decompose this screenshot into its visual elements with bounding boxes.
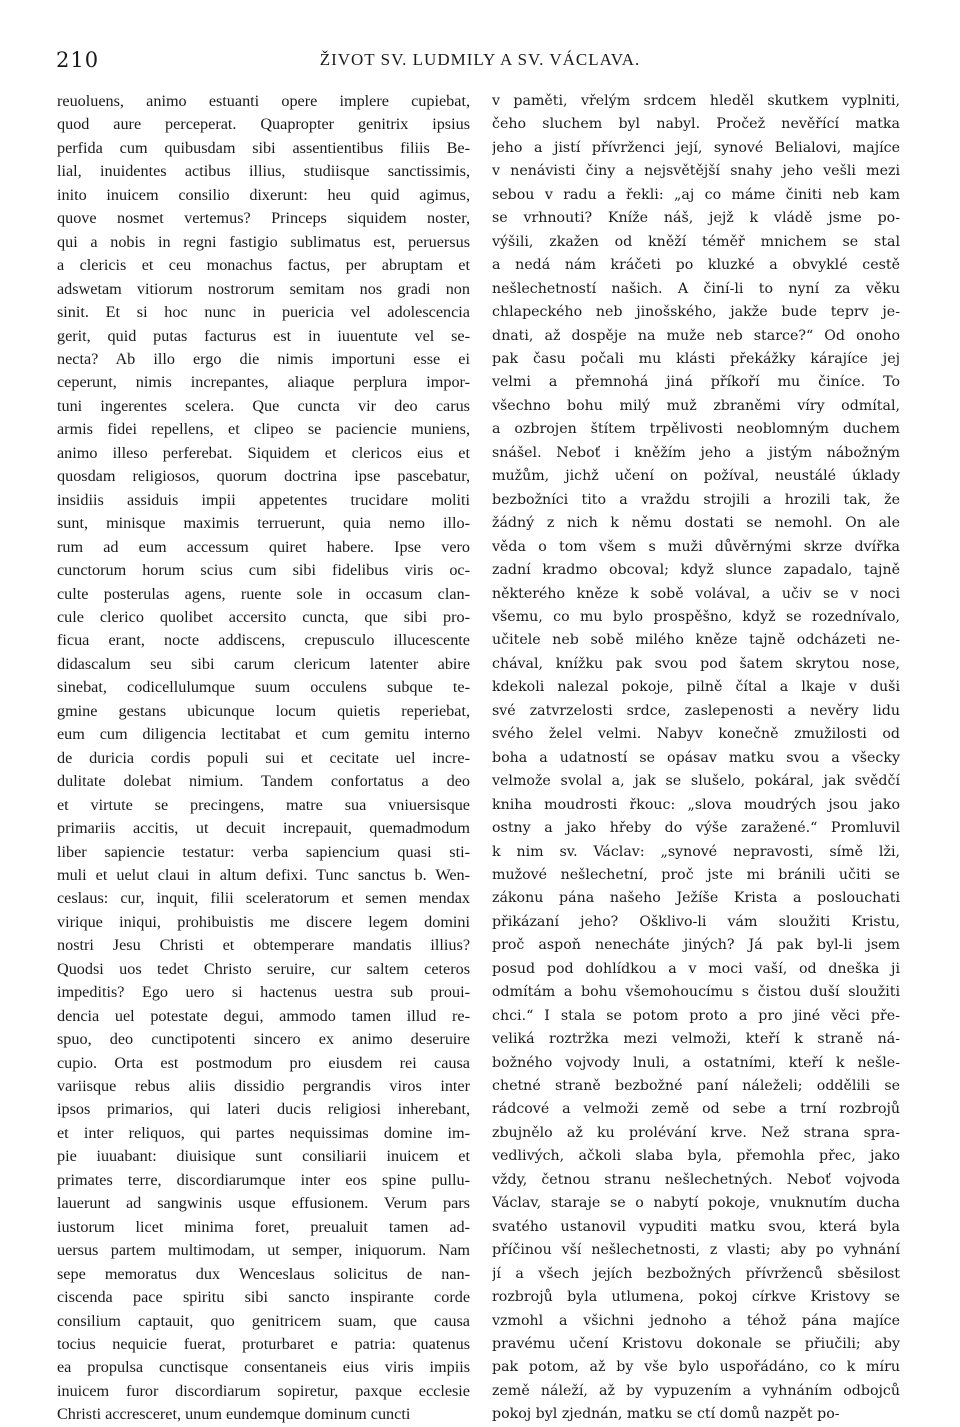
text-line: quove nosmet vertemus? Princeps siquidem noster, (57, 209, 470, 228)
text-line: kdekoli nalezal pokoje, pilně čítal a lkaje v duši (492, 679, 900, 696)
text-line: mužové nešlechetní, proč jste mi bránili učiti se (492, 866, 900, 883)
text-line: quosdam religiosos, quorum doctrina ipse pascebatur, (57, 467, 470, 486)
text-line: necta? Ab illo ergo die nimis importuni esse ei (57, 349, 470, 368)
text-line: sunt, minisque maximis terruerunt, quia nemo illo- (57, 514, 470, 533)
text-line: sinit. Et si hoc nunc in puericia vel adolescencia (57, 303, 470, 322)
text-line: ostny a jako hřeby do výše zaražené.“ Promluvil (492, 820, 900, 837)
text-line: muli et uelut claui in altum defixi. Tunc sanctus b. Wen- (57, 865, 470, 884)
text-line: iustorum licet minima foret, preualuit tamen ad- (57, 1217, 470, 1236)
text-line: adswetam vitiorum nostrorum semitam nos gradi non (57, 279, 470, 298)
text-line: cupio. Orta est postmodum pro eiusdem rei causa (57, 1053, 470, 1072)
text-line: veliká roztržka mezi velmoži, kteří k straně ná- (492, 1031, 900, 1048)
text-line: pravému učení Kristovu dokonale se přiučili; aby (492, 1336, 900, 1353)
text-line: své zatvrzelosti srdce, zaslepenosti a nevěry lidu (492, 702, 900, 719)
text-line: sinebat, codicellulumque suum occulens subque te- (57, 678, 470, 697)
text-line: chetné straně bezbožné paní náleželi; oddělili se (492, 1078, 900, 1095)
text-line: příčinou vší nešlechetnosti, z vlasti; aby po vyhnání (492, 1242, 900, 1259)
text-line: primariis accitis, ut decuit increpauit, quemadmodum (57, 819, 470, 838)
text-line: zadní kradmo obcoval; když slunce zapadalo, tajně (492, 562, 900, 579)
text-line: svého želel velmi. Nabyv konečně zmužilosti od (492, 726, 900, 743)
text-line: ceperunt, nimis increpantes, aliaque perplura impor- (57, 373, 470, 392)
text-line: jí a všech jejích bezbožných přívrženců sběsilost (492, 1265, 900, 1282)
page-number: 210 (56, 48, 100, 72)
text-line: rum ad eum accessum quiret habere. Ipse vero (57, 537, 470, 556)
text-line: rádcové a velmoži země od sebe a trní rozbrojů (492, 1101, 900, 1118)
text-line: jeho a jistí přívrženci její, synové Belialovi, majíce (492, 139, 900, 156)
text-line: k nim sv. Václav: „synové nepravosti, símě lži, (492, 843, 900, 860)
text-line: virique iniqui, prohibuistis me discere legem domini (57, 912, 470, 931)
text-line: některého kněze k sobě volával, a učiv se v noci (492, 585, 900, 602)
text-line: consilium captauit, quo genitricem suam, que causa (57, 1311, 470, 1330)
text-line: Christi accresceret, unum eundemque dominum cuncti (57, 1405, 411, 1424)
text-line: reuoluens, animo estuanti opere implere cupiebat, (57, 92, 470, 110)
text-line: všemu, co mu bylo prospěšno, když se rozednívalo, (492, 608, 900, 625)
text-line: vzmohl a všichni jednoho a téhož pána majíce (492, 1312, 900, 1329)
text-line: et virtute se precingens, matre sua vniuersisque (57, 795, 470, 814)
text-line: ipsos primarios, qui lateri ducis religiosi inherebant, (57, 1100, 470, 1119)
text-line: všechno bohu milý muž zbraněmi víry odmítal, (492, 397, 900, 414)
text-line: lial, inuidentes actibus illius, studiisque sanctissimis, (57, 162, 470, 181)
text-line: země náleží, až by vypuzením a vyhnáním odbojců (492, 1382, 900, 1399)
text-line: gerit, quid putas facturus est in iuuentute vel se- (57, 326, 470, 345)
text-line: lauerunt ad sangwinis usque effusionem. Verum pars (57, 1194, 470, 1213)
text-line: culte posterulas agens, ruente sole in occasum clan- (57, 584, 470, 603)
text-line: inuicem furor discordiarum sopiretur, paxque ecclesie (57, 1381, 470, 1400)
text-line: insidiis assiduis impii appetentes trucidare moliti (57, 490, 470, 509)
text-line: armis fidei repellens, et clipeo se paciencie muniens, (57, 420, 470, 439)
text-line: animo illeso perferebat. Siquidem et clericos eius et (57, 443, 470, 462)
text-line: quod aure perceperat. Quapropter genitrix ipsius (57, 115, 470, 134)
text-line: čeho sluchem byl nabyl. Pročež nevěřící matka (492, 116, 900, 133)
text-line: primates terre, discordiarumque inter eos spine pullu- (57, 1170, 470, 1189)
text-line: učitele neb sobě milého kněze tajně odcházeti ne- (492, 632, 900, 649)
text-line: odmítám a bohu všemohoucímu s čistou duší sloužiti (492, 984, 900, 1001)
text-line: de duricia cordis populi sui et cecitate uel incre- (57, 748, 470, 767)
czech-column (492, 90, 900, 1427)
text-line: chci.“ I stala se potom proto a pro jiné věci pře- (492, 1007, 900, 1024)
text-line: perfida cum quibusdam sibi assentientibus filiis Be- (57, 138, 470, 157)
text-line: pak času počali mu klásti překážky kárajíce jej (492, 350, 900, 367)
text-line: přikázaní jeho? Ošklivo-li vám sloužiti Kristu, (492, 913, 900, 930)
text-line: liber sapiencie testatur: verba sapiencium quasi sti- (57, 842, 470, 861)
text-line: a clericis et ceu monachus factus, per abruptam et (57, 256, 470, 275)
text-line: žádný z nich k němu dostati se nemohl. On ale (492, 515, 900, 532)
text-line: svatého ustanovil vypuditi matku svou, která byla (492, 1218, 900, 1235)
text-line: a ozbrojen štítem trpělivosti neoblomným duchem (492, 421, 900, 438)
text-line: velmože svolal a, jak se slušelo, pokáral, jak svědčí (492, 773, 900, 790)
text-line: výšili, zkažen od kněží téměř mnichem se stal (492, 233, 900, 250)
text-line: se vrhnouti? Kníže náš, jejž k vládě jsme po- (492, 210, 900, 227)
text-line: boha a udatností se opásav matku svou a všecky (492, 749, 900, 766)
text-line: vždy, četnou stranu nešlechetných. Neboť vojvoda (492, 1171, 900, 1188)
text-line: vedlivých, ačkoli slaba byla, přemohla přec, jako (492, 1148, 900, 1165)
text-line: uersus partem multimodam, ut semper, iniquorum. Nam (57, 1241, 470, 1260)
text-line: dnati, až dospěje na muže neb starce?“ Od onoho (492, 327, 900, 344)
text-line: kniha moudrosti řkouc: „slova moudrých jsou jako (492, 796, 900, 813)
text-line: nešlechetností našich. A činí-li to nyní za věku (492, 280, 900, 297)
text-line: ea propulsa cunctisque consentaneis eius viris impiis (57, 1358, 470, 1377)
text-line: velmi a přemnohá jiná příkoří mu činíce. To (492, 374, 900, 391)
text-line: sepe memoratus dux Wenceslaus solicitus de nan- (57, 1264, 470, 1283)
text-line: ciscenda pace spiritu sibi sancto inspirante corde (57, 1288, 470, 1307)
text-line: chával, knížku pak svou pod šatem skrytou nose, (492, 655, 900, 672)
latin-column (57, 90, 470, 1427)
text-line: et inter reliquos, qui partes nequissimas domine im- (57, 1123, 470, 1142)
text-line: sebou v radu a řekli: „aj co máme činiti neb kam (492, 186, 900, 203)
text-line: chlapeckého neb jinošského, jakže bude teprv je- (492, 304, 900, 321)
text-line: didascalum seu sibi carum clericum latenter abire (57, 654, 470, 673)
text-line: zbujnělo až ku prolévání krve. Než strana spra- (492, 1124, 900, 1141)
text-line: tocius nequicie fuerat, proturbaret e patria: quatenus (57, 1335, 470, 1354)
text-line: cunctorum horum scius cum sibi fidelibus viris oc- (57, 561, 470, 580)
text-line: v nenávisti činy a nejsvětější snahy jeho vešli mezi (492, 163, 900, 180)
text-line: a nedá nám kráčeti po kluzké a obvyklé cestě (492, 257, 900, 274)
text-line: pie iuuabant: diuisique sunt consiliarii inuicem et (57, 1147, 470, 1166)
text-line: zákonu pána našeho Ježíše Krista a poslouchati (492, 890, 900, 907)
text-line: proč aspoň nenecháte jiných? Já pak byl-li jsem (492, 937, 900, 954)
text-line: Václav, staraje se o nabytí pokoje, vnuknutím ducha (492, 1195, 900, 1212)
text-line: rozbrojů byla utlumena, pokoj církve Kristovy se (492, 1289, 900, 1306)
text-line: dulitate dolebat nimium. Tandem confortatus a deo (57, 772, 470, 791)
text-line: věda o tom všem s muži důvěrnými skrze dvířka (492, 538, 900, 555)
text-line: gmine gestans ubicunque locum quietis reperiebat, (57, 701, 470, 720)
text-line: ficua erant, nocte addiscens, crepusculo illucescente (57, 631, 470, 650)
text-line: variisque rebus aliis dissidio pergrandis viros inter (57, 1077, 470, 1096)
text-line: spuo, deo cunctipotenti sincero ex animo deseruire (57, 1030, 470, 1049)
text-line: bezbožníci tito a vraždu strojili a hrozili tak, že (492, 491, 900, 508)
running-head: ŽIVOT SV. LUDMILY A SV. VÁCLAVA. (319, 50, 641, 69)
text-line: qui a nobis in regni fastigio sublimatus est, peruersus (57, 232, 470, 251)
text-line: impeditis? Ego uero si hactenus uestra sub prouі- (57, 983, 470, 1002)
text-line: eum cum diligencia lectitabat et cum gemitu interno (57, 725, 470, 744)
text-line: pokoj byl zjednán, matku se ctí domů nazpět po- (492, 1406, 840, 1423)
text-line: božného vojvody lnuli, a ostatními, kteří k nešle- (492, 1054, 900, 1071)
text-line: posud pod dohlídkou a v moci vaší, od dneška ji (492, 960, 900, 977)
text-line: cule clerico quolibet accersito cuncta, que sibi pro- (57, 607, 470, 626)
text-line: pak potom, až by vše bylo uspořádáno, co k míru (492, 1359, 900, 1376)
text-line: inito inuicem consilio dixerunt: heu quid agimus, (57, 185, 470, 204)
text-line: tuni ingerentes scelera. Que cuncta vir deo carus (57, 396, 470, 415)
text-line: nostri Jesu Christi et obtemperare mandatis illius? (57, 936, 470, 955)
text-line: mužům, jichž učení on požíval, neustálé úklady (492, 468, 900, 485)
text-line: Quodsi uos tedet Christo seruire, cur saltem ceteros (57, 959, 470, 978)
text-line: snášel. Neboť i kněžím jeho a jistým nábožným (492, 444, 900, 461)
text-line: ceslaus: cur, inquit, filii sceleratorum et semen mendax (57, 889, 470, 908)
text-line: dencia uel potestate degui, ammodo tamen illud re- (57, 1006, 470, 1025)
text-line: v paměti, vřelým srdcem hleděl skutkem vyplniti, (492, 93, 900, 109)
